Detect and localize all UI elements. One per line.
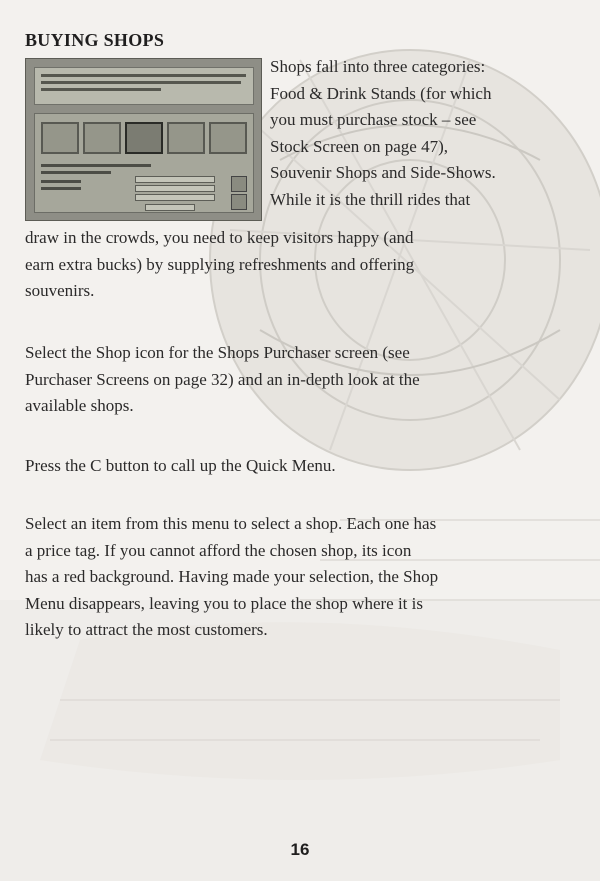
- selection-paragraph: [25, 511, 438, 644]
- text-line: Souvenir Shops and Side-Shows.: [270, 163, 496, 182]
- shop-slot: [209, 122, 247, 154]
- screenshot-shop-selector: [34, 113, 254, 213]
- text-line: a price tag. If you cannot afford the chosen shop, its icon: [25, 540, 412, 560]
- text-line: Press the C button to call up the Quick Menu.: [25, 456, 336, 475]
- quick-menu-paragraph: [25, 453, 336, 480]
- text-line: Menu disappears, leaving you to place the shop where it is: [25, 593, 423, 613]
- intro-paragraph: [270, 54, 496, 213]
- text-line: Stock Screen on page 47),: [270, 136, 448, 156]
- text-line: you must purchase stock – see: [270, 110, 477, 129]
- screenshot-info-panel: [34, 67, 254, 105]
- shop-icon-paragraph: [25, 340, 420, 420]
- shop-slot: [41, 122, 79, 154]
- text-line: Food & Drink Stands (for which: [270, 83, 492, 103]
- text-line: draw in the crowds, you need to keep visitors happy (and: [25, 228, 414, 247]
- text-line: Shops fall into three categories:: [270, 57, 486, 76]
- shop-slot: [125, 122, 163, 154]
- page-number: 16: [290, 840, 310, 859]
- shop-slot: [167, 122, 205, 154]
- shop-slot: [83, 122, 121, 154]
- text-line: Select the Shop icon for the Shops Purchaser screen (see: [25, 343, 410, 362]
- text-line: has a red background. Having made your selection, the Shop: [25, 567, 439, 586]
- text-line: While it is the thrill rides that: [270, 189, 471, 209]
- text-line: Select an item from this menu to select a shop. Each one has: [25, 514, 437, 533]
- text-line: available shops.: [25, 396, 134, 415]
- text-line: earn extra bucks) by supplying refreshments and offering: [25, 254, 415, 274]
- text-line: souvenirs.: [25, 281, 95, 300]
- section-heading: BUYING SHOPS: [25, 30, 165, 50]
- text-line: Purchaser Screens on page 32) and an in-depth look at the: [25, 369, 420, 389]
- text-line: likely to attract the most customers.: [25, 620, 268, 639]
- shops-purchaser-screenshot: [25, 58, 262, 221]
- intro-paragraph-continued: [25, 225, 414, 305]
